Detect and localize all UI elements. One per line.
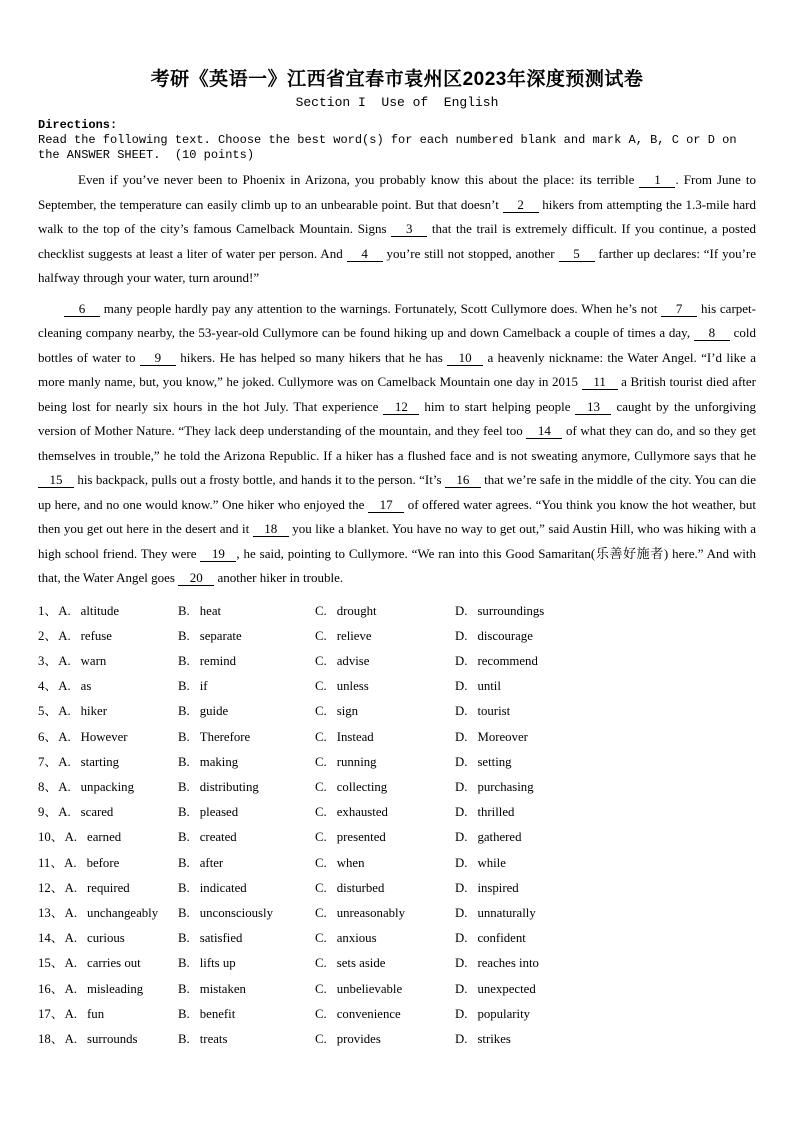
- option-cell: [38, 901, 178, 926]
- option-text: popularity: [477, 1006, 531, 1021]
- option-letter: D.: [455, 1031, 468, 1046]
- question-row: [38, 800, 756, 825]
- option-cell: [38, 851, 178, 876]
- option-text: earned: [87, 830, 122, 845]
- option-text: surrounds: [87, 1031, 138, 1046]
- option-letter: B.: [178, 628, 190, 643]
- option-letter: B.: [178, 603, 190, 618]
- option-letter: B.: [178, 754, 190, 769]
- option-letter: B.: [178, 981, 190, 996]
- cloze-blank: 15: [38, 472, 74, 488]
- option-cell: [38, 825, 178, 850]
- option-letter: D.: [455, 830, 468, 845]
- option-letter: D.: [455, 704, 468, 719]
- option-text: required: [87, 880, 130, 895]
- option-text: surroundings: [477, 603, 545, 618]
- option-letter: C.: [315, 1006, 327, 1021]
- option-letter: B.: [178, 956, 190, 971]
- option-letter: D.: [455, 779, 468, 794]
- option-text: provides: [336, 1031, 381, 1046]
- question-number: 11、: [38, 855, 64, 870]
- cloze-blank: 7: [661, 301, 697, 317]
- option-text: separate: [199, 628, 242, 643]
- option-cell: [178, 800, 315, 825]
- option-text: heat: [199, 603, 222, 618]
- option-cell: [315, 599, 455, 624]
- option-cell: [455, 977, 756, 1002]
- option-letter: A.: [58, 679, 71, 694]
- option-cell: [38, 951, 178, 976]
- option-letter: C.: [315, 880, 327, 895]
- option-letter: D.: [455, 956, 468, 971]
- option-text: sets aside: [336, 956, 386, 971]
- option-letter: C.: [315, 729, 327, 744]
- question-row: [38, 1027, 756, 1052]
- option-letter: A.: [64, 981, 78, 996]
- option-cell: [178, 977, 315, 1002]
- cloze-blank: 18: [253, 521, 289, 537]
- option-letter: C.: [315, 855, 327, 870]
- option-cell: [455, 750, 756, 775]
- option-cell: [38, 750, 178, 775]
- option-letter: D.: [455, 754, 468, 769]
- option-text: inspired: [477, 880, 519, 895]
- option-text: exhausted: [336, 805, 388, 820]
- option-text: while: [477, 855, 506, 870]
- cloze-blank: 9: [140, 350, 176, 366]
- question-row: [38, 775, 756, 800]
- option-letter: D.: [455, 653, 468, 668]
- option-letter: C.: [315, 830, 327, 845]
- option-text: pleased: [199, 805, 239, 820]
- option-cell: [315, 725, 455, 750]
- cloze-blank: 3: [391, 221, 427, 237]
- option-text: Therefore: [199, 729, 251, 744]
- cloze-blank: 12: [383, 399, 419, 415]
- option-cell: [455, 851, 756, 876]
- option-cell: [455, 926, 756, 951]
- question-number: 13、: [38, 905, 64, 920]
- option-cell: [455, 825, 756, 850]
- option-letter: C.: [315, 805, 327, 820]
- directions-label: Directions:: [38, 118, 118, 132]
- option-letter: C.: [315, 603, 327, 618]
- option-text: if: [199, 679, 208, 694]
- question-row: [38, 825, 756, 850]
- option-text: when: [336, 855, 365, 870]
- option-text: convenience: [336, 1006, 401, 1021]
- option-letter: C.: [315, 653, 327, 668]
- option-letter: A.: [64, 931, 78, 946]
- option-letter: B.: [178, 905, 190, 920]
- question-row: [38, 926, 756, 951]
- option-text: relieve: [336, 628, 372, 643]
- passage-paragraph: 6 many people hardly pay any attention to the warnings. Fortunately, Scott Cullymore does. When he’s not 7 his carpet-cleaning company nearby, the 53-year-old Cullymore can be found hiking up and down Camelback a couple of times a day, 8 cold bottles of water to 9 hikers. He has helped so many hikers that he has 10 a heavenly nickname: the Water Angel. “I’d like a more manly name, but, you know,” he joked. Cullymore was on Camelback Mountain one day in 2015 11 a British tourist died after being lost for nearly six hours in the hot July. That experience 12 him to start helping people 13 caught by the unforgiving version of Mother Nature. “They lack deep understanding of the mountain, and they feel too 14 of what they can do, and so they get themselves in trouble,” he told the Arizona Republic. If a hiker has a flushed face and is not sweating anymore, Cullymore says that he 15 his backpack, pulls out a frosty bottle, and hands it to the person. “It’s 16 that we’re safe in the middle of the city. You can die up here, and no one would know.” One hiker who enjoyed the 17 of offered water agrees. “You think you know the hot weather, but then you get out here in the desert and it 18 you like a blanket. You have no way to get out,” said Austin Hill, who was hiking with a high school friend. They were 19 , he said, pointing to Cullymore. “We ran into this Good Samaritan(乐善好施者) here.” And with that, the Water Angel goes 20 another hiker in trouble.: [38, 300, 757, 585]
- option-letter: A.: [58, 805, 71, 820]
- option-text: However: [80, 729, 128, 744]
- cloze-blank: 20: [178, 570, 214, 586]
- question-row: [38, 649, 756, 674]
- option-text: indicated: [199, 880, 247, 895]
- option-letter: C.: [315, 1031, 327, 1046]
- option-letter: A.: [58, 704, 71, 719]
- option-letter: B.: [178, 805, 190, 820]
- option-text: treats: [199, 1031, 228, 1046]
- option-text: unless: [336, 679, 369, 694]
- question-row: [38, 750, 756, 775]
- option-cell: [38, 725, 178, 750]
- option-text: starting: [80, 754, 120, 769]
- option-letter: B.: [178, 855, 190, 870]
- option-text: setting: [477, 754, 512, 769]
- question-number: 7、: [38, 754, 58, 769]
- option-cell: [455, 1002, 756, 1027]
- option-letter: D.: [455, 729, 468, 744]
- option-cell: [315, 1002, 455, 1027]
- option-text: lifts up: [199, 956, 236, 971]
- option-cell: [455, 599, 756, 624]
- option-text: presented: [336, 830, 386, 845]
- option-text: discourage: [477, 628, 533, 643]
- option-text: scared: [80, 805, 114, 820]
- option-text: hiker: [80, 704, 107, 719]
- option-cell: [455, 1027, 756, 1052]
- option-cell: [38, 926, 178, 951]
- option-letter: B.: [178, 931, 190, 946]
- option-letter: D.: [455, 905, 468, 920]
- option-cell: [455, 699, 756, 724]
- option-cell: [315, 649, 455, 674]
- option-text: unreasonably: [336, 905, 405, 920]
- option-cell: [455, 725, 756, 750]
- option-text: sign: [336, 704, 359, 719]
- option-letter: D.: [455, 880, 468, 895]
- option-letter: B.: [178, 704, 190, 719]
- option-text: reaches into: [477, 956, 539, 971]
- option-letter: B.: [178, 1006, 190, 1021]
- question-row: [38, 1002, 756, 1027]
- option-text: confident: [477, 931, 526, 946]
- cloze-blank: 8: [694, 325, 730, 341]
- option-letter: B.: [178, 880, 190, 895]
- option-cell: [178, 674, 315, 699]
- option-cell: [38, 649, 178, 674]
- option-text: unchangeably: [87, 905, 159, 920]
- question-row: [38, 851, 756, 876]
- option-cell: [455, 649, 756, 674]
- question-row: [38, 876, 756, 901]
- question-number: 18、: [38, 1031, 64, 1046]
- option-letter: B.: [178, 729, 190, 744]
- option-text: after: [199, 855, 224, 870]
- cloze-blank: 1: [639, 172, 675, 188]
- option-letter: C.: [315, 754, 327, 769]
- option-text: until: [477, 679, 501, 694]
- option-text: remind: [199, 653, 236, 668]
- option-letter: A.: [64, 830, 78, 845]
- option-cell: [38, 876, 178, 901]
- option-cell: [38, 599, 178, 624]
- option-text: Instead: [336, 729, 374, 744]
- option-cell: [315, 699, 455, 724]
- option-cell: [315, 800, 455, 825]
- option-cell: [178, 825, 315, 850]
- option-text: curious: [87, 931, 125, 946]
- option-cell: [455, 800, 756, 825]
- option-text: advise: [336, 653, 370, 668]
- option-cell: [178, 599, 315, 624]
- option-text: before: [86, 855, 120, 870]
- option-cell: [315, 1027, 455, 1052]
- option-cell: [315, 825, 455, 850]
- question-number: 6、: [38, 729, 58, 744]
- option-letter: A.: [58, 653, 71, 668]
- option-text: unpacking: [80, 779, 134, 794]
- option-cell: [38, 674, 178, 699]
- option-letter: D.: [455, 981, 468, 996]
- option-letter: A.: [58, 779, 71, 794]
- option-cell: [178, 901, 315, 926]
- option-cell: [38, 624, 178, 649]
- option-cell: [178, 926, 315, 951]
- option-letter: B.: [178, 779, 190, 794]
- option-text: mistaken: [199, 981, 246, 996]
- option-letter: C.: [315, 628, 327, 643]
- option-text: guide: [199, 704, 229, 719]
- option-cell: [315, 775, 455, 800]
- option-text: benefit: [199, 1006, 236, 1021]
- option-text: running: [336, 754, 377, 769]
- option-text: tourist: [477, 704, 511, 719]
- option-text: carries out: [87, 956, 141, 971]
- option-cell: [178, 699, 315, 724]
- option-cell: [315, 876, 455, 901]
- question-number: 8、: [38, 779, 58, 794]
- option-letter: B.: [178, 830, 190, 845]
- option-letter: B.: [178, 1031, 190, 1046]
- option-cell: [178, 649, 315, 674]
- option-cell: [178, 725, 315, 750]
- question-row: [38, 725, 756, 750]
- option-cell: [455, 901, 756, 926]
- option-letter: A.: [58, 603, 71, 618]
- option-letter: D.: [455, 931, 468, 946]
- option-cell: [38, 1002, 178, 1027]
- option-cell: [315, 750, 455, 775]
- option-letter: A.: [64, 956, 78, 971]
- option-letter: D.: [455, 679, 468, 694]
- option-letter: C.: [315, 779, 327, 794]
- option-cell: [455, 674, 756, 699]
- option-text: anxious: [336, 931, 377, 946]
- option-text: unconsciously: [199, 905, 273, 920]
- cloze-blank: 6: [64, 301, 100, 317]
- option-cell: [38, 699, 178, 724]
- option-cell: [315, 624, 455, 649]
- option-cell: [315, 951, 455, 976]
- option-text: making: [199, 754, 239, 769]
- option-letter: A.: [64, 880, 78, 895]
- options-list: [38, 599, 756, 1053]
- question-number: 3、: [38, 653, 58, 668]
- option-letter: C.: [315, 905, 327, 920]
- section-heading: Section I Use of English: [295, 95, 499, 110]
- cloze-blank: 5: [559, 246, 595, 262]
- option-cell: [315, 674, 455, 699]
- option-cell: [178, 1027, 315, 1052]
- passage: [38, 168, 756, 591]
- passage-paragraph: Even if you’ve never been to Phoenix in Arizona, you probably know this about the place: its terrible 1 . From June to September, the temperature can easily climb up to an unbearable point. But that doesn’t 2 hikers from attempting the 1.3-mile hard walk to the top of the city’s famous Camelback Mountain. Signs 3 that the trail is extremely difficult. If you continue, a posted checklist suggests at least a liter of water per person. And 4 you’re still not stopped, another 5 farther up declares: “If you’re halfway through your water, turn around!”: [38, 172, 757, 285]
- option-letter: D.: [455, 603, 468, 618]
- option-letter: A.: [58, 729, 71, 744]
- question-row: [38, 674, 756, 699]
- directions-text: Read the following text. Choose the best word(s) for each numbered blank and mark A, B, C or D on the ANSWER SHEET. (10 points): [38, 133, 744, 162]
- option-text: altitude: [80, 603, 120, 618]
- option-text: unexpected: [477, 981, 536, 996]
- option-letter: A.: [64, 1006, 78, 1021]
- option-cell: [455, 624, 756, 649]
- option-cell: [315, 901, 455, 926]
- cloze-blank: 4: [347, 246, 383, 262]
- cloze-blank: 10: [447, 350, 483, 366]
- option-cell: [315, 851, 455, 876]
- option-letter: C.: [315, 679, 327, 694]
- option-text: disturbed: [336, 880, 385, 895]
- option-cell: [178, 951, 315, 976]
- option-letter: A.: [64, 855, 77, 870]
- option-text: thrilled: [477, 805, 515, 820]
- option-text: misleading: [87, 981, 144, 996]
- option-letter: D.: [455, 628, 468, 643]
- cloze-blank: 19: [200, 546, 236, 562]
- option-text: purchasing: [477, 779, 534, 794]
- cloze-blank: 14: [526, 423, 562, 439]
- question-number: 12、: [38, 880, 64, 895]
- option-letter: A.: [58, 628, 71, 643]
- question-row: [38, 977, 756, 1002]
- option-letter: D.: [455, 1006, 468, 1021]
- option-text: gathered: [477, 830, 522, 845]
- option-letter: B.: [178, 653, 190, 668]
- option-letter: A.: [64, 1031, 78, 1046]
- question-number: 4、: [38, 679, 58, 694]
- option-text: unbelievable: [336, 981, 403, 996]
- question-number: 15、: [38, 956, 64, 971]
- option-cell: [315, 926, 455, 951]
- option-text: warn: [80, 653, 107, 668]
- option-cell: [315, 977, 455, 1002]
- option-cell: [38, 775, 178, 800]
- option-letter: B.: [178, 679, 190, 694]
- option-letter: C.: [315, 704, 327, 719]
- option-cell: [178, 876, 315, 901]
- option-text: unnaturally: [477, 905, 536, 920]
- cloze-blank: 11: [582, 374, 618, 390]
- option-letter: C.: [315, 956, 327, 971]
- option-text: collecting: [336, 779, 388, 794]
- question-row: [38, 599, 756, 624]
- option-text: fun: [87, 1006, 105, 1021]
- question-row: [38, 624, 756, 649]
- option-cell: [178, 1002, 315, 1027]
- option-letter: D.: [455, 805, 468, 820]
- cloze-blank: 16: [445, 472, 481, 488]
- option-cell: [178, 775, 315, 800]
- question-number: 10、: [38, 830, 64, 845]
- option-letter: A.: [64, 905, 78, 920]
- cloze-blank: 17: [368, 497, 404, 513]
- question-number: 9、: [38, 805, 58, 820]
- option-letter: C.: [315, 931, 327, 946]
- option-text: satisfied: [199, 931, 243, 946]
- question-row: [38, 901, 756, 926]
- option-cell: [38, 977, 178, 1002]
- question-row: [38, 699, 756, 724]
- question-row: [38, 951, 756, 976]
- page-title: 考研《英语一》江西省宜春市袁州区2023年深度预测试卷: [150, 69, 644, 90]
- question-number: 5、: [38, 704, 58, 719]
- option-cell: [38, 800, 178, 825]
- option-cell: [455, 876, 756, 901]
- option-letter: A.: [58, 754, 71, 769]
- option-cell: [178, 750, 315, 775]
- option-cell: [38, 1027, 178, 1052]
- option-text: distributing: [199, 779, 259, 794]
- option-text: as: [80, 679, 92, 694]
- option-cell: [178, 624, 315, 649]
- cloze-blank: 2: [503, 197, 539, 213]
- option-cell: [455, 951, 756, 976]
- option-cell: [455, 775, 756, 800]
- question-number: 17、: [38, 1006, 64, 1021]
- option-text: Moreover: [477, 729, 528, 744]
- option-text: strikes: [477, 1031, 511, 1046]
- option-cell: [178, 851, 315, 876]
- option-text: created: [199, 830, 237, 845]
- question-number: 16、: [38, 981, 64, 996]
- option-letter: C.: [315, 981, 327, 996]
- option-text: recommend: [477, 653, 538, 668]
- option-text: refuse: [80, 628, 112, 643]
- option-text: drought: [336, 603, 377, 618]
- option-letter: D.: [455, 855, 468, 870]
- cloze-blank: 13: [575, 399, 611, 415]
- question-number: 1、: [38, 603, 58, 618]
- question-number: 14、: [38, 931, 64, 946]
- question-number: 2、: [38, 628, 58, 643]
